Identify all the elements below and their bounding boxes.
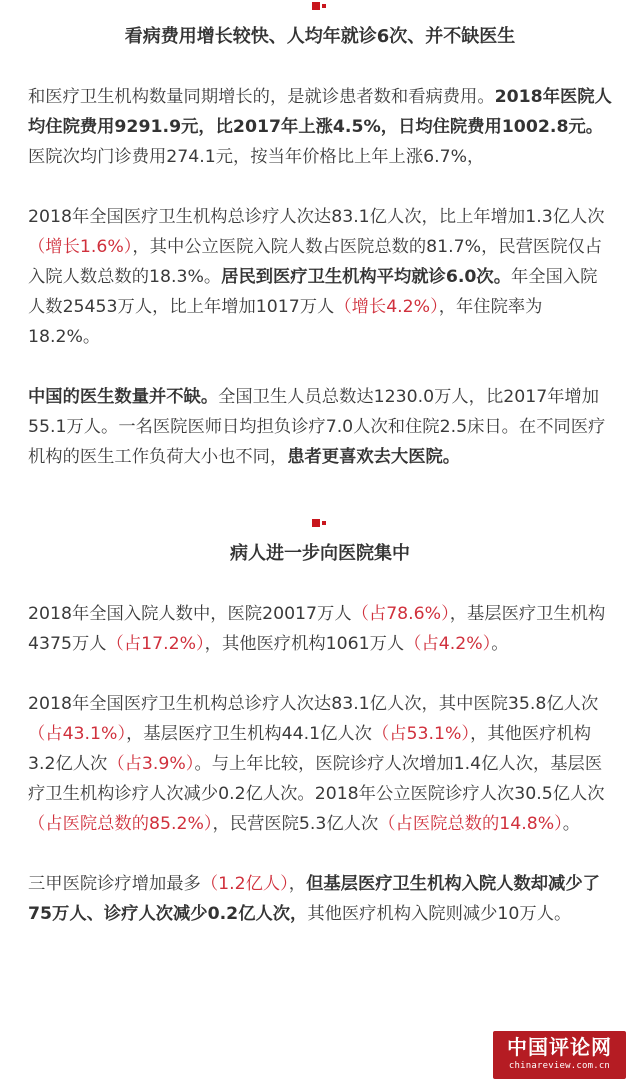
logo-url: chinareview.com.cn [508,1061,611,1071]
paragraph [28,202,612,352]
text-run: ，基层医疗卫生机构44.1亿人次 [126,724,372,744]
text-run: ，其他医疗机构3.2亿人次 [28,724,592,774]
highlight-text: （占78.6%） [351,604,450,624]
highlight-text: （1.2亿人） [200,874,289,894]
highlight-text: （增长1.6%） [28,237,133,257]
text-run: ，基层医疗卫生机构4375万人 [28,604,606,654]
text-run: 。与上年比较，医院诊疗人次增加1.4亿人次，基层医疗卫生机构诊疗人次减少0.2亿人次。2018年公立医院诊疗人次30.5亿人次 [28,754,605,804]
article-body [28,0,612,929]
bold-text: 患者更喜欢去大医院。 [287,447,461,467]
section-heading: 看病费用增长较快、人均年就诊6次、并不缺医生 [124,26,516,47]
chinareview-logo [493,1031,626,1079]
text-run: 和医疗卫生机构数量同期增长的，是就诊患者数和看病费用。 [28,87,495,107]
highlight-text: （占4.2%） [404,634,492,654]
text-run: 2018年全国医疗卫生机构总诊疗人次达83.1亿人次，比上年增加1.3亿人次 [28,207,605,227]
text-run: 全国卫生人员总数达1230.0万人，比2017年增加55.1万人。一名医院医师日均担负诊疗7.0人次和住院2.5床日。在不同医疗机构的医生工作负荷大小也不同， [28,387,606,467]
section-heading: 病人进一步向医院集中 [230,543,410,564]
section-marker-icon [312,2,328,10]
text-run: ，其中公立医院入院人数占医院总数的81.7%，民营医院仅占入院人数总数的18.3%。 [28,237,603,287]
section-marker-icon [312,519,328,527]
highlight-text: （占医院总数的85.2%） [28,814,213,834]
bold-text: 但基层医疗卫生机构入院人数却减少了75万人、诊疗人次减少0.2亿人次， [28,874,600,924]
highlight-text: （增长4.2%） [334,297,439,317]
highlight-text: （占医院总数的14.8%） [378,814,563,834]
text-run: 三甲医院诊疗增加最多 [28,874,201,894]
text-run: 2018年全国入院人数中，医院20017万人 [28,604,352,624]
text-run: 。 [491,634,509,654]
bold-text: 居民到医疗卫生机构平均就诊6.0次。 [221,267,511,287]
highlight-text: （占43.1%） [28,724,127,744]
text-run: 。 [562,814,581,834]
highlight-text: （占3.9%） [107,754,195,774]
section [28,2,612,472]
paragraph [28,869,612,929]
text-run: 医院次均门诊费用274.1元，按当年价格比上年上涨6.7%， [28,147,485,167]
highlight-text: （占53.1%） [371,724,471,744]
bold-text: 中国的医生数量并不缺。 [28,387,219,407]
text-run: 2018年全国医疗卫生机构总诊疗人次达83.1亿人次，其中医院35.8亿人次 [28,694,599,714]
text-run: ，其他医疗机构1061万人 [204,634,405,654]
paragraph [28,599,612,659]
text-run: 其他医疗机构入院则减少10万人。 [307,904,572,924]
text-run: ，年住院率为18.2%。 [28,297,543,347]
paragraph [28,689,612,839]
logo-name: 中国评论网 [507,1035,612,1059]
bold-text: 2018年医院人均住院费用9291.9元，比2017年上涨4.5%，日均住院费用1002.8元。 [28,87,612,137]
paragraph [28,382,612,472]
paragraph [28,82,612,172]
text-run: ， [288,874,307,894]
text-run: 年全国入院人数25453万人，比上年增加1017万人 [28,267,598,317]
text-run: ，民营医院5.3亿人次 [212,814,379,834]
highlight-text: （占17.2%） [106,634,205,654]
section [28,519,612,929]
